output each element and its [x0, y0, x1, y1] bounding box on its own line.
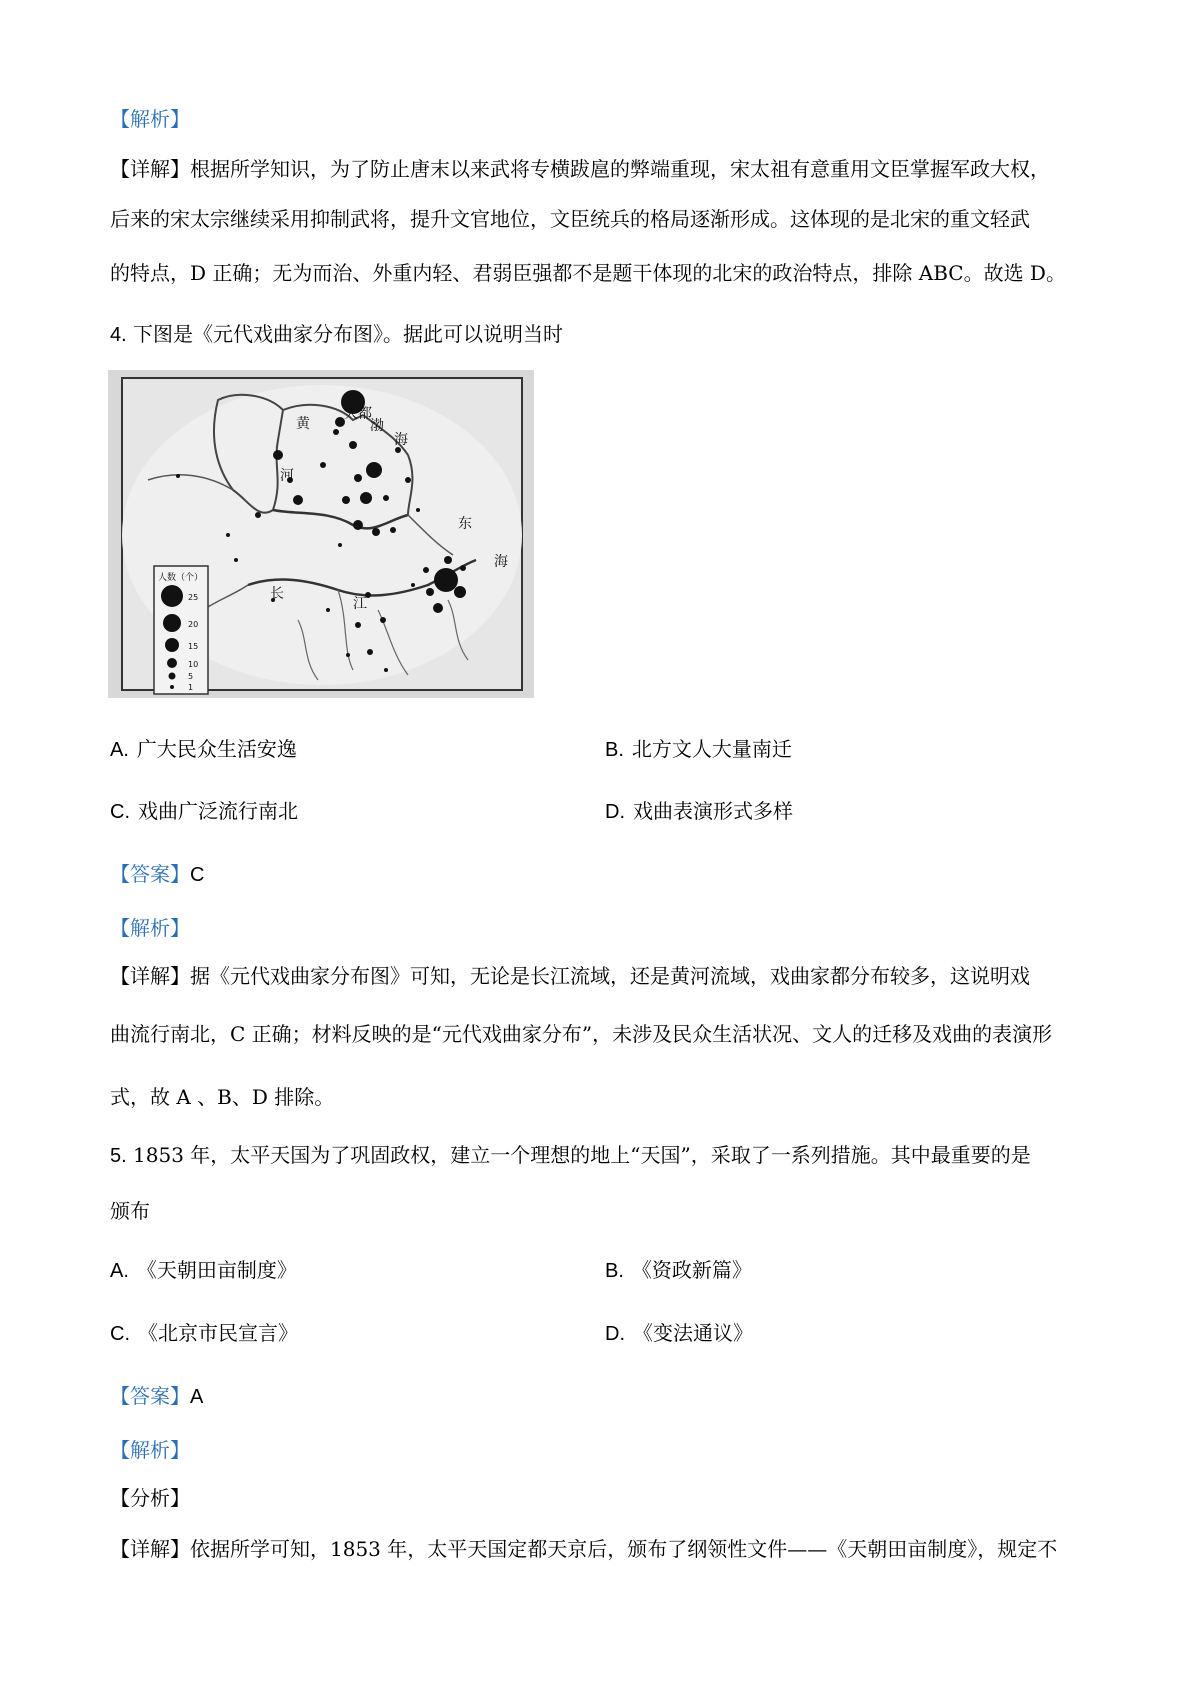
q5-number: 5.	[110, 1145, 127, 1167]
map-label-dong: 东	[458, 516, 472, 532]
map-label-he: 河	[280, 468, 294, 484]
map-label-hai-1: 海	[394, 432, 408, 448]
q4-stem: 4. 下图是《元代戏曲家分布图》。据此可以说明当时	[110, 322, 564, 346]
q4-number: 4.	[110, 324, 127, 346]
q5-fenxi-label: 【分析】	[110, 1486, 190, 1510]
legend-value-1: 1	[188, 683, 194, 692]
map-label-huang: 黄	[296, 416, 310, 432]
q4-detail-line-2: 曲流行南北，C 正确；材料反映的是“元代戏曲家分布”，未涉及民众生活状况、文人的迁移及戏曲的表演形	[110, 1022, 1053, 1046]
q5-option-c[interactable]: C. 《北京市民宣言》	[110, 1321, 298, 1345]
map-label-bo: 渤	[370, 418, 384, 434]
q5-detail-tag: 【详解】	[110, 1537, 190, 1561]
q5-option-a[interactable]: A. 《天朝田亩制度》	[110, 1258, 297, 1282]
legend-value-25: 25	[188, 593, 199, 602]
q4-answer-value: C	[190, 864, 205, 886]
map-label-hai-2: 海	[494, 554, 508, 570]
q4-detail-line-3: 式，故 A 、B、D 排除。	[110, 1085, 335, 1109]
prev-detail-tag: 【详解】	[110, 157, 190, 181]
legend-value-5: 5	[188, 672, 194, 681]
legend-value-10: 10	[188, 660, 199, 669]
q5-option-d[interactable]: D. 《变法通议》	[605, 1321, 753, 1345]
q4-detail-tag: 【详解】	[110, 964, 190, 988]
legend-title: 人数（个）	[158, 573, 204, 583]
q5-answer-value: A	[190, 1386, 204, 1408]
q5-stem-line-2: 颁布	[110, 1199, 150, 1223]
q5-answer-tag: 【答案】	[110, 1384, 190, 1408]
prev-detail-line-1: 【详解】根据所学知识，为了防止唐末以来武将专横跋扈的弊端重现，宋太祖有意重用文臣掌握军政大权，	[110, 157, 1050, 181]
map-label-dadu: 大都	[344, 406, 372, 422]
q5-option-b[interactable]: B. 《资政新篇》	[605, 1258, 752, 1282]
yuan-dramatist-distribution-map	[108, 370, 534, 698]
q4-jiexi-label: 【解析】	[110, 916, 190, 940]
q4-option-a[interactable]: A. 广大民众生活安逸	[110, 737, 297, 761]
q5-detail-line-1: 【详解】依据所学可知，1853 年，太平天国定都天京后，颁布了纲领性文件——《天朝田亩制度》，规定不	[110, 1537, 1058, 1561]
q5-answer	[110, 1380, 203, 1409]
map-label-jiang: 江	[353, 596, 367, 612]
q5-stem-line-1: 5. 1853 年，太平天国为了巩固政权，建立一个理想的地上“天国”，采取了一系列措施。其中最重要的是	[110, 1143, 1031, 1167]
legend-value-15: 15	[188, 642, 199, 651]
q4-option-b[interactable]: B. 北方文人大量南迁	[605, 737, 792, 761]
q4-option-c[interactable]: C. 戏曲广泛流行南北	[110, 799, 298, 823]
legend-value-20: 20	[188, 620, 199, 629]
map-label-chang: 长	[270, 586, 284, 602]
q5-jiexi-label: 【解析】	[110, 1438, 190, 1462]
prev-detail-line-2: 后来的宋太宗继续采用抑制武将，提升文官地位，文臣统兵的格局逐渐形成。这体现的是北宋的重文轻武	[110, 207, 1030, 231]
prev-jiexi-label: 【解析】	[110, 107, 190, 131]
prev-detail-line-3: 的特点，D 正确；无为而治、外重内轻、君弱臣强都不是题干体现的北宋的政治特点，排除 ABC。故选 D。	[110, 261, 1066, 285]
q4-detail-line-1: 【详解】据《元代戏曲家分布图》可知，无论是长江流域，还是黄河流域，戏曲家都分布较多，这说明戏	[110, 964, 1030, 988]
q4-answer	[110, 858, 204, 887]
q4-answer-tag: 【答案】	[110, 862, 190, 886]
q4-option-d[interactable]: D. 戏曲表演形式多样	[605, 799, 793, 823]
map-legend	[154, 566, 208, 694]
